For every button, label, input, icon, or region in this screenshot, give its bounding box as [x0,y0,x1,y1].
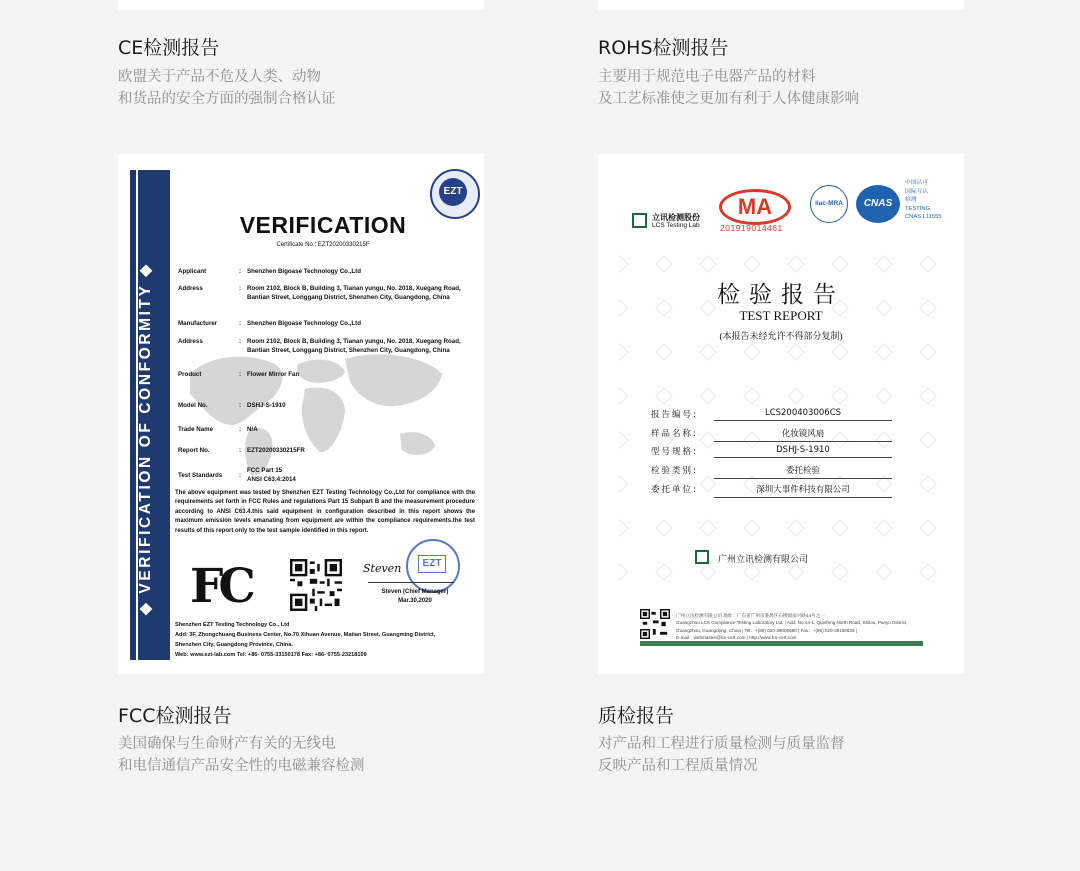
rohs-card-bottom-edge [598,0,964,10]
field-label: Applicant [178,268,207,275]
field-value: Room 2102, Block B, Building 3, Tianan yungu, No. 2018, Xuegang Road, Bantian Street, Longgang District, Shenzhen City, Guangdong, China [247,285,461,301]
field-label: Model No. [178,402,208,409]
signer-block [370,588,460,606]
certificate-number: Certificate No.: EZT20200330215F [276,242,370,248]
cnas-line: 中国认可 [905,180,929,186]
report-field-value: DSHJ-S-1910 [714,445,892,458]
report-field-label: 检验类别: [651,466,698,476]
rohs-report-description [598,66,859,110]
field-label: Address [178,285,203,292]
field-label: Test Standards [178,472,223,479]
report-qr-code [640,609,670,639]
cnas-line: 国际互认 [905,188,929,195]
report-field-value: LCS200403006CS [714,408,892,421]
fcc-report-title: FCC检测报告 [118,705,232,727]
lab-name-cn: 立讯检测股份 [652,213,700,222]
fcc-certificate-image [118,154,484,674]
field-value: Flower Mirror Fan [247,371,300,378]
certificate-statement: The above equipment was tested by Shenzhen EZT Testing Technology Co.,Ltd for compliance with the requirements set forth in FCC Rules and regulations Part 15 Subpart B and the measurement procedure according to ANSI C63.4.this said equipment in configuration described in this report shows the maximum emission levels emanating from equipment are within the compliance requirements.the test results of this report only to the test sample identified in this report. [175,490,475,534]
field-value: N/A [247,426,258,433]
quality-report-title: 质检报告 [598,705,675,727]
verification-of-conformity-text: ◆ VERIFICATION OF CONFORMITY ◆ [137,262,154,615]
desc-line: 欧盟关于产品不危及人类、动物 [118,69,321,85]
signing-date: Mar.30,2020 [398,598,432,604]
report-title-en: TEST REPORT [739,308,823,323]
test-report-image [598,154,964,674]
footer-line: Add: 3F, Zhongchuang Business Center, No.70 Xihuan Avenue, Matian Street, Guangming District, [175,632,436,638]
report-field-value: 委托检验 [714,464,892,479]
desc-line: 和电信通信产品安全性的电磁兼容检测 [118,758,365,774]
field-colon: : [239,320,242,327]
rohs-report-title: ROHS检测报告 [598,37,729,59]
field-label: Manufacturer [178,320,218,327]
report-footer-line: E-mail：webmaster@lcs-cert.com | http://www.lcs-cert.com [676,634,797,640]
cnas-line: CNAS L11555 [905,214,942,221]
ce-report-title: CE检测报告 [118,37,220,59]
field-value: Shenzhen Bigoase Technology Co.,Ltd [247,268,362,275]
signer-name: Steven (Chief Manager) [381,589,449,595]
field-label: Product [178,371,202,378]
lcs-mark-icon [632,213,647,228]
report-field-label: 型号规格: [651,447,698,457]
cnas-accreditation-text [905,179,942,222]
report-footer-text [676,612,907,641]
cnas-line: 检测 [905,197,917,204]
field-colon: : [239,268,242,275]
field-value: EZT20200330215FR [247,447,305,454]
cma-number: 201919014461 [720,223,783,233]
ezt-seal-text: EZT [439,178,467,206]
field-value: FCC Part 15 ANSI C63.4:2014 [247,467,296,483]
field-value: Room 2102, Block B, Building 3, Tianan yungu, No. 2018, Xuegang Road, Bantian Street, Longgang District, Shenzhen City, Guangdong, China [247,338,461,354]
footer-line: Web: www.ezt-lab.com Tel: +86- 0755-33150178 Fax: +86- 0755-23218109 [175,652,367,658]
field-colon: : [239,402,242,409]
certificate-title: VERIFICATION [239,212,407,238]
ce-report-description [118,66,336,110]
field-value: DSHJ-S-1910 [247,402,286,409]
report-field-label: 样品名称: [651,429,698,439]
ezt-stamp [406,539,460,593]
ilac-mra-logo: ilac-MRA [810,185,848,223]
field-colon: : [239,371,242,378]
testing-organization: 广州立讯检测有限公司 [718,555,809,565]
report-footer-line: 广州立讯检测有限公司 地址：广东省广州市番禺区石楼镇南兴路44号之一 [676,613,825,618]
field-colon: : [239,285,242,292]
field-colon: : [239,447,242,454]
certificate-footer [175,620,435,660]
field-colon: : [239,338,242,345]
report-field-value: 化妆镜风扇 [714,427,892,442]
field-label: Address [178,338,203,345]
report-footer-line: Guangzhou LCS Compliance Testing Laboratory Ltd. | Add: No.44-1, Qianfeng North Road, Shilou, Panyu District, [676,620,908,626]
ce-card-bottom-edge [118,0,484,10]
cnas-line: TESTING [905,205,931,212]
ezt-stamp-text: EZT [418,555,446,573]
report-title-cn: 检验报告 [717,282,845,307]
lcs-small-mark-icon [695,550,709,564]
report-footer-line: Guangzhou, Guangdong, China | Tel：+(86) 020-39006680 | Fax：+(86) 020-39166639 | [676,627,857,633]
field-label: Trade Name [178,426,214,433]
field-colon: : [239,426,242,433]
lab-name-en: LCS Testing Lab [652,222,700,229]
desc-line: 和货品的安全方面的强制合格认证 [118,91,336,107]
field-colon: : [239,472,242,479]
field-label: Report No. [178,447,210,454]
report-field-value: 深圳大事件科技有限公司 [714,483,892,498]
cma-logo: MA [719,189,791,225]
fcc-logo: FC [190,559,251,614]
quality-report-description [598,733,845,777]
desc-line: 主要用于规范电子电器产品的材料 [598,69,816,85]
signature: Steven [363,562,402,575]
report-field-label: 委托单位: [651,485,698,495]
report-footer-bar [640,641,923,646]
qr-code [290,559,342,611]
desc-line: 对产品和工程进行质量检测与质量监督 [598,736,845,752]
signature-line [368,582,454,583]
report-field-label: 报告编号: [651,410,698,420]
desc-line: 美国确保与生命财产有关的无线电 [118,736,336,752]
footer-line: Shenzhen EZT Testing Technology Co., Ltd [175,622,290,628]
desc-line: 及工艺标准使之更加有利于人体健康影响 [598,91,859,107]
footer-line: Shenzhen City, Guangdong Province, China. [175,642,293,648]
desc-line: 反映产品和工程质量情况 [598,758,758,774]
cnas-logo: CNAS [856,185,900,223]
field-value: Shenzhen Bigoase Technology Co.,Ltd [247,320,362,327]
fcc-report-description [118,733,365,777]
report-copy-note: (本报告未经允许不得部分复制) [719,331,843,341]
